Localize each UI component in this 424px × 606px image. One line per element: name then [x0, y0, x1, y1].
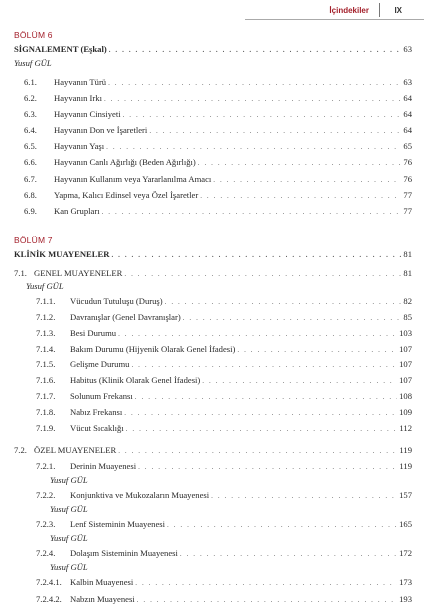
leader-dots: [124, 407, 397, 420]
entry-number: 7.2.2.: [36, 490, 56, 501]
entry-title: Vücudun Tutuluşu (Duruş): [70, 295, 163, 306]
toc-entry-7-1-3[interactable]: [14, 327, 412, 341]
entry-title: Nabzın Muayenesi: [70, 593, 135, 604]
section-7-1-title: GENEL MUAYENELER: [34, 267, 123, 278]
entry-page: 63: [403, 77, 412, 87]
entry-number: 6.9.: [24, 205, 37, 216]
chapter-7-title-row[interactable]: [14, 248, 412, 262]
section-7-2-row[interactable]: [14, 444, 412, 458]
leader-dots: [237, 344, 397, 357]
toc-entry-7-2-4-1[interactable]: [14, 576, 412, 590]
entry-page: 107: [399, 375, 412, 386]
entry-number: 7.2.4.: [36, 548, 56, 559]
section-7-2-page: 119: [399, 444, 412, 455]
entry-number: 7.2.4.1.: [36, 577, 62, 588]
entry-number: 6.1.: [24, 77, 37, 87]
leader-dots: [135, 577, 397, 590]
chapter-6-title: SİGNALEMENT (Eşkal): [14, 44, 107, 54]
entry-title: Vücut Sıcaklığı: [70, 423, 124, 434]
leader-dots: [126, 423, 398, 436]
page-header: [0, 0, 424, 22]
entry-title: Dolaşım Sisteminin Muayenesi: [70, 548, 178, 559]
entry-author: Yusuf GÜL: [50, 503, 88, 514]
entry-number: 6.8.: [24, 189, 37, 200]
entry-page: 64: [403, 109, 412, 120]
leader-dots: [118, 328, 397, 341]
entry-author: Yusuf GÜL: [50, 532, 88, 543]
entry-number: 6.3.: [24, 109, 37, 120]
leader-dots: [138, 461, 397, 474]
section-7-1-items: [14, 295, 412, 436]
leader-dots: [106, 141, 401, 154]
toc-entry-6-4[interactable]: [14, 124, 412, 138]
entry-page: 65: [403, 141, 412, 152]
leader-dots: [109, 44, 402, 57]
entry-title: Habitus (Klinik Olarak Genel İfadesi): [70, 375, 201, 386]
toc-entry-7-1-7[interactable]: [14, 390, 412, 404]
entry-title: Hayvanın Irkı: [54, 93, 102, 104]
entry-title: Lenf Sisteminin Muayenesi: [70, 519, 165, 530]
toc-entry-7-1-4[interactable]: [14, 343, 412, 357]
chapter-6: [14, 30, 412, 218]
header-rule: [245, 19, 424, 20]
toc-entry-7-2-2[interactable]: [14, 489, 412, 503]
toc-entry-7-1-8[interactable]: [14, 406, 412, 420]
toc-entry-6-8[interactable]: [14, 189, 412, 203]
chapter-6-title-row[interactable]: [14, 43, 412, 57]
toc-entry-7-1-5[interactable]: [14, 358, 412, 372]
section-7-2-number: 7.2.: [14, 444, 27, 455]
header-title: İçindekiler: [329, 6, 369, 15]
section-7-1-row[interactable]: [14, 267, 412, 281]
entry-title: Hayvanın Canlı Ağırlığı (Beden Ağırlığı): [54, 157, 196, 168]
entry-page: 85: [403, 311, 412, 322]
entry-title: Gelişme Durumu: [70, 359, 130, 370]
entry-number: 7.2.3.: [36, 519, 56, 530]
entry-page: 173: [399, 577, 412, 588]
header-page-number: IX: [394, 6, 402, 15]
entry-title: Davranışlar (Genel Davranışlar): [70, 311, 181, 322]
entry-title: Kan Grupları: [54, 205, 100, 216]
section-7-2-title: ÖZEL MUAYENELER: [34, 444, 117, 455]
chapter-6-items: [14, 76, 412, 218]
entry-page: 109: [399, 407, 412, 418]
entry-title: Konjunktiva ve Mukozaların Muayenesi: [70, 490, 210, 501]
subsection-7-2-4-items: [14, 576, 412, 606]
leader-dots: [202, 375, 397, 388]
toc-entry-6-7[interactable]: [14, 173, 412, 187]
toc-entry-6-9[interactable]: [14, 205, 412, 219]
chapter-7-label: BÖLÜM 7: [14, 235, 53, 245]
entry-number: 7.1.8.: [36, 407, 56, 418]
leader-dots: [118, 445, 397, 458]
section-7-1-number: 7.1.: [14, 267, 27, 278]
entry-title: Hayvanın Türü: [54, 77, 107, 87]
toc-entry-7-1-6[interactable]: [14, 374, 412, 388]
chapter-6-author: Yusuf GÜL: [14, 57, 52, 68]
leader-dots: [108, 77, 401, 90]
entry-title: Derinin Muayenesi: [70, 461, 137, 472]
entry-title: Hayvanın Yaşı: [54, 141, 105, 152]
entry-page: 107: [399, 343, 412, 354]
entry-number: 6.6.: [24, 157, 37, 168]
entry-number: 7.1.5.: [36, 359, 56, 370]
entry-title: Hayvanın Kullanım veya Yararlanılma Amacı: [54, 173, 212, 184]
leader-dots: [102, 206, 402, 219]
chapter-7-page: 81: [403, 249, 412, 259]
entry-page: 165: [399, 519, 412, 530]
chapter-6-page: 63: [403, 44, 412, 54]
entry-title: Solunum Frekansı: [70, 391, 133, 402]
chapter-7: [14, 235, 412, 606]
chapter-7-title: KLİNİK MUAYENELER: [14, 249, 110, 259]
entry-page: 193: [399, 593, 412, 604]
toc-entry-6-3[interactable]: [14, 108, 412, 122]
toc-entry-7-2-3[interactable]: [14, 518, 412, 532]
leader-dots: [123, 109, 402, 122]
entry-number: 7.1.4.: [36, 343, 56, 354]
entry-author: Yusuf GÜL: [50, 561, 88, 572]
entry-number: 7.1.7.: [36, 391, 56, 402]
entry-title: Besi Durumu: [70, 327, 117, 338]
entry-title: Yapma, Kalıcı Edinsel veya Özel İşaretler: [54, 189, 199, 200]
entry-number: 7.2.4.2.: [36, 593, 62, 604]
entry-number: 7.1.2.: [36, 311, 56, 322]
leader-dots: [149, 125, 401, 138]
entry-title: Nabız Frekansı: [70, 407, 123, 418]
entry-number: 7.1.9.: [36, 423, 56, 434]
leader-dots: [213, 174, 401, 187]
entry-page: 76: [403, 157, 412, 168]
section-7-1-page: 81: [403, 267, 412, 278]
entry-page: 119: [399, 461, 412, 472]
leader-dots: [124, 268, 401, 281]
entry-page: 82: [403, 295, 412, 306]
leader-dots: [165, 296, 402, 309]
entry-page: 77: [403, 189, 412, 200]
leader-dots: [131, 359, 397, 372]
leader-dots: [180, 548, 397, 561]
toc-entry-7-1-1[interactable]: [14, 295, 412, 309]
entry-title: Bakım Durumu (Hijyenik Olarak Genel İfadesi): [70, 343, 236, 354]
toc-entry-7-2-4[interactable]: [14, 547, 412, 561]
entry-page: 112: [399, 423, 412, 434]
entry-page: 107: [399, 359, 412, 370]
toc-entry-7-1-9[interactable]: [14, 422, 412, 436]
toc-entry-7-1-2[interactable]: [14, 311, 412, 325]
leader-dots: [111, 249, 401, 262]
entry-number: 6.7.: [24, 173, 37, 184]
toc-entry-7-2-1[interactable]: [14, 460, 412, 474]
toc-entry-7-2-4-2[interactable]: [14, 593, 412, 606]
leader-dots: [104, 93, 401, 106]
entry-number: 6.5.: [24, 141, 37, 152]
entry-page: 172: [399, 548, 412, 559]
toc-entry-6-5[interactable]: [14, 140, 412, 154]
entry-number: 6.4.: [24, 125, 37, 136]
section-7-1-author: Yusuf GÜL: [26, 281, 64, 291]
entry-page: 64: [403, 125, 412, 136]
toc-entry-6-2[interactable]: [14, 92, 412, 106]
section-7-2-items: [14, 460, 412, 573]
leader-dots: [183, 312, 402, 325]
chapter-6-label: BÖLÜM 6: [14, 30, 53, 40]
entry-number: 7.1.6.: [36, 375, 56, 386]
entry-author: Yusuf GÜL: [50, 474, 88, 485]
entry-page: 157: [399, 490, 412, 501]
entry-page: 64: [403, 93, 412, 104]
leader-dots: [211, 490, 397, 503]
entry-number: 7.1.3.: [36, 327, 56, 338]
entry-number: 6.2.: [24, 93, 37, 104]
entry-number: 7.1.1.: [36, 295, 56, 306]
toc-entry-6-1[interactable]: [14, 76, 412, 90]
entry-title: Kalbin Muayenesi: [70, 577, 134, 588]
leader-dots: [167, 519, 397, 532]
leader-dots: [198, 157, 402, 170]
entry-page: 108: [399, 391, 412, 402]
toc-entry-6-6[interactable]: [14, 156, 412, 170]
header-separator: [379, 3, 380, 17]
leader-dots: [135, 391, 397, 404]
leader-dots: [200, 190, 401, 203]
entry-page: 77: [403, 205, 412, 216]
entry-page: 103: [399, 327, 412, 338]
entry-number: 7.2.1.: [36, 461, 56, 472]
entry-title: Hayvanın Don ve İşaretleri: [54, 125, 148, 136]
entry-title: Hayvanın Cinsiyeti: [54, 109, 121, 120]
entry-page: 76: [403, 173, 412, 184]
